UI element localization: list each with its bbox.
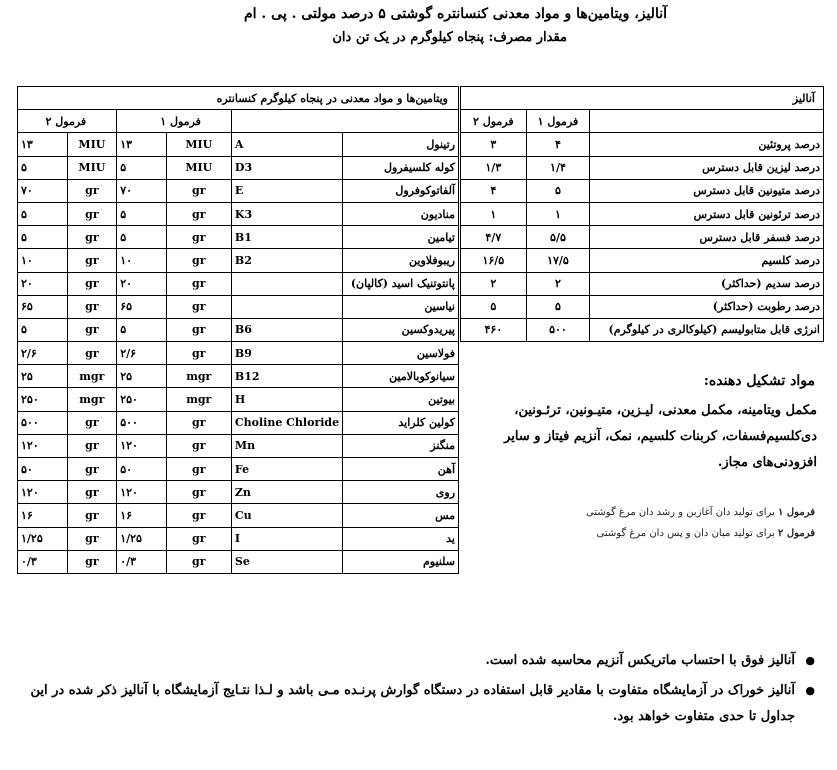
formula2-value: ۵: [18, 156, 68, 179]
formula1-value: ۵: [117, 226, 166, 249]
vitamin-name: روی: [343, 481, 459, 504]
formula2-unit: gr: [67, 295, 117, 318]
vitamin-symbol: Zn: [231, 481, 342, 504]
formula1-unit: gr: [166, 527, 231, 550]
formula2-unit: gr: [67, 411, 117, 434]
composition-body: مکمل ویتامینه، مکمل معدنی، لیـزین، متیـونین، ترئـونین، دی‌کلسیم‌فسفات، کربنات کلسیم، نمک، آنزیم فیتاز و سایر افزودنی‌های مجاز.: [504, 403, 817, 470]
formula2-unit: gr: [67, 318, 117, 341]
vitamin-symbol: Mn: [231, 434, 342, 457]
formula1-value: ۱/۲۵: [117, 527, 166, 550]
table-row: [18, 458, 459, 481]
notes-list: [19, 648, 819, 734]
formula1-value: ۵: [526, 179, 590, 202]
table-row: [18, 365, 459, 388]
formula1-value: ۱۳: [117, 133, 166, 156]
formula1-value: ۲۵۰: [117, 388, 166, 411]
vitamin-name: ریبوفلاوین: [343, 249, 459, 272]
formula-note-1-label: فرمول ۱: [778, 507, 815, 518]
analysis-name: درصد سدیم (حداکثر): [590, 272, 824, 295]
formula1-value: ۰/۳: [117, 550, 166, 573]
vitamin-name: پیریدوکسین: [343, 318, 459, 341]
formula1-value: ۵: [526, 295, 590, 318]
table-row: [461, 272, 824, 295]
vitamin-name: منادیون: [343, 202, 459, 225]
formula1-value: ۱: [526, 202, 590, 225]
formula-note-1: [586, 507, 815, 518]
vitamin-name: تیامین: [343, 226, 459, 249]
formula1-value: ۱۲۰: [117, 434, 166, 457]
vitamin-name: مس: [343, 504, 459, 527]
formula1-value: ۲۵: [117, 365, 166, 388]
formula1-unit: gr: [166, 249, 231, 272]
formula1-unit: gr: [166, 550, 231, 573]
vitamin-symbol: B1: [231, 226, 342, 249]
formula2-value: ۵: [18, 226, 68, 249]
table-row: [461, 318, 824, 341]
table-row: [461, 156, 824, 179]
vitamin-name: رتینول: [343, 133, 459, 156]
analysis-name: درصد رطوبت (حداکثر): [590, 295, 824, 318]
formula1-unit: MIU: [166, 156, 231, 179]
vitamin-symbol: [231, 272, 342, 295]
table-row: [18, 226, 459, 249]
formula2-value: ۱۲۰: [18, 434, 68, 457]
table-row: [18, 481, 459, 504]
table-row: [18, 179, 459, 202]
vitamin-name: فولاسین: [343, 342, 459, 365]
vitamin-name: آهن: [343, 458, 459, 481]
formula2-unit: MIU: [67, 156, 117, 179]
analysis-name: درصد لیزین قابل دسترس: [590, 156, 824, 179]
table-row: [18, 156, 459, 179]
formula2-unit: gr: [67, 342, 117, 365]
formula2-value: ۲/۶: [18, 342, 68, 365]
vitamin-name: سیانوکوبالامین: [343, 365, 459, 388]
formula1-unit: gr: [166, 434, 231, 457]
formula1-unit: gr: [166, 226, 231, 249]
formula2-value: ۵: [18, 318, 68, 341]
formula-note-2-text: برای تولید میان دان و پس دان مرغ گوشتی: [596, 528, 779, 539]
vitamin-symbol: E: [231, 179, 342, 202]
formula1-value: ۱۶: [117, 504, 166, 527]
table-row: [18, 342, 459, 365]
table-row: [18, 249, 459, 272]
analysis-table-formula-row: [461, 110, 824, 133]
formula1-unit: gr: [166, 295, 231, 318]
formula2-value: ۵۰: [18, 458, 68, 481]
formula2-unit: gr: [67, 550, 117, 573]
formula2-value: ۶۵: [18, 295, 68, 318]
formula1-unit: gr: [166, 179, 231, 202]
formula2-unit: gr: [67, 202, 117, 225]
page-title: آنالیز، ویتامین‌ها و مواد معدنی کنسانتره گوشتی ۵ درصد مولتی . پی . ام: [244, 6, 667, 22]
usage-subtitle: مقدار مصرف: پنجاه کیلوگرم در یک تن دان: [332, 30, 567, 45]
formula1-value: ۵: [117, 318, 166, 341]
formula1-value: ۲/۶: [117, 342, 166, 365]
formula2-value: ۱۳: [18, 133, 68, 156]
formula2-unit: gr: [67, 179, 117, 202]
bullet-icon: ●: [805, 684, 815, 697]
note-item: [19, 678, 819, 730]
analysis-formula2-header: فرمول ۲: [461, 110, 527, 133]
formula2-value: ۱۶: [18, 504, 68, 527]
formula1-value: ۱۷/۵: [526, 249, 590, 272]
formula2-unit: gr: [67, 481, 117, 504]
formula1-unit: gr: [166, 481, 231, 504]
formula1-value: ۲۰: [117, 272, 166, 295]
formula2-unit: mgr: [67, 388, 117, 411]
table-row: [461, 226, 824, 249]
table-row: [461, 249, 824, 272]
formula2-value: ۱۰: [18, 249, 68, 272]
table-row: [18, 272, 459, 295]
analysis-name: درصد ترئونین قابل دسترس: [590, 202, 824, 225]
vitamins-table-title-row: [18, 87, 459, 110]
vitamin-symbol: H: [231, 388, 342, 411]
vitamins-table: [17, 86, 459, 574]
analysis-formula1-header: فرمول ۱: [526, 110, 590, 133]
formula2-unit: gr: [67, 434, 117, 457]
formula2-value: ۲۵: [18, 365, 68, 388]
vitamin-symbol: B6: [231, 318, 342, 341]
vitamin-symbol: Cu: [231, 504, 342, 527]
table-row: [18, 411, 459, 434]
formula-note-2: [596, 528, 815, 539]
formula1-value: ۲: [526, 272, 590, 295]
vitamin-symbol: B2: [231, 249, 342, 272]
table-row: [461, 295, 824, 318]
formula2-unit: gr: [67, 504, 117, 527]
formula1-unit: mgr: [166, 388, 231, 411]
note-item: [19, 648, 819, 674]
formula2-unit: gr: [67, 249, 117, 272]
vitamin-symbol: Fe: [231, 458, 342, 481]
formula-note-2-label: فرمول ۲: [778, 528, 815, 539]
analysis-name: درصد متیونین قابل دسترس: [590, 179, 824, 202]
table-row: [461, 133, 824, 156]
vitamin-name: آلفاتوکوفرول: [343, 179, 459, 202]
vitamins-table-title: ویتامین‌ها و مواد معدنی در پنجاه کیلوگرم کنسانتره: [18, 87, 459, 110]
formula1-value: ۱۲۰: [117, 481, 166, 504]
formula1-unit: gr: [166, 458, 231, 481]
formula1-value: ۵۰: [117, 458, 166, 481]
vitamin-name: کوله کلسیفرول: [343, 156, 459, 179]
table-row: [461, 202, 824, 225]
formula1-unit: gr: [166, 202, 231, 225]
vitamin-symbol: [231, 295, 342, 318]
table-row: [18, 318, 459, 341]
formula1-unit: gr: [166, 318, 231, 341]
formula2-value: ۴۶۰: [461, 318, 527, 341]
vitamin-symbol: B12: [231, 365, 342, 388]
analysis-table-title: آنالیز: [461, 87, 824, 110]
analysis-name: درصد کلسیم: [590, 249, 824, 272]
table-row: [18, 504, 459, 527]
formula1-unit: gr: [166, 272, 231, 295]
vitamins-blank-header: [231, 110, 458, 133]
formula2-value: ۵: [18, 202, 68, 225]
formula2-value: ۷۰: [18, 179, 68, 202]
vitamins-formula1-header: فرمول ۱: [117, 110, 232, 133]
formula2-value: ۴: [461, 179, 527, 202]
formula2-value: ۲۰: [18, 272, 68, 295]
formula2-unit: mgr: [67, 365, 117, 388]
formula2-value: ۳: [461, 133, 527, 156]
formula2-value: ۰/۳: [18, 550, 68, 573]
analysis-name: درصد پروتئین: [590, 133, 824, 156]
formula1-value: ۵۰۰: [117, 411, 166, 434]
formula1-value: ۵: [117, 202, 166, 225]
analysis-name: انرژی قابل متابولیسم (کیلوکالری در کیلوگرم): [590, 318, 824, 341]
vitamin-symbol: K3: [231, 202, 342, 225]
vitamin-name: نیاسین: [343, 295, 459, 318]
vitamin-name: سلنیوم: [343, 550, 459, 573]
formula1-value: ۵: [117, 156, 166, 179]
formula1-value: ۵۰۰: [526, 318, 590, 341]
formula2-value: ۴/۷: [461, 226, 527, 249]
formula2-value: ۲: [461, 272, 527, 295]
formula2-unit: gr: [67, 527, 117, 550]
vitamin-name: ید: [343, 527, 459, 550]
formula1-unit: mgr: [166, 365, 231, 388]
analysis-table: [460, 86, 824, 342]
composition-title: مواد تشکیل دهنده:: [703, 373, 815, 389]
formula2-unit: gr: [67, 458, 117, 481]
formula2-unit: MIU: [67, 133, 117, 156]
formula2-unit: gr: [67, 226, 117, 249]
bullet-icon: ●: [805, 654, 815, 667]
formula2-value: ۲۵۰: [18, 388, 68, 411]
formula2-value: ۱/۲۵: [18, 527, 68, 550]
analysis-name: درصد فسفر قابل دسترس: [590, 226, 824, 249]
formula1-value: ۱/۴: [526, 156, 590, 179]
formula2-unit: gr: [67, 272, 117, 295]
table-row: [18, 202, 459, 225]
table-row: [18, 434, 459, 457]
formula1-unit: gr: [166, 342, 231, 365]
formula2-value: ۵۰۰: [18, 411, 68, 434]
vitamin-symbol: A: [231, 133, 342, 156]
formula1-value: ۷۰: [117, 179, 166, 202]
table-row: [18, 527, 459, 550]
formula2-value: ۵: [461, 295, 527, 318]
analysis-blank-header: [590, 110, 824, 133]
formula1-value: ۴: [526, 133, 590, 156]
table-row: [18, 133, 459, 156]
formula1-value: ۶۵: [117, 295, 166, 318]
formula2-value: ۱: [461, 202, 527, 225]
vitamin-symbol: I: [231, 527, 342, 550]
table-row: [18, 388, 459, 411]
note-text: آنالیز خوراک در آزمایشگاه متفاوت با مقادیر قابل استفاده در دستگاه گوارش پرنـده مـی باشد و لـذا نتـایج آزمایشگاه با آنالیز ذکر شده در این جداول تا حدی متفاوت خواهد بود.: [30, 683, 795, 724]
vitamin-symbol: Se: [231, 550, 342, 573]
table-row: [18, 550, 459, 573]
formula1-value: ۵/۵: [526, 226, 590, 249]
formula1-unit: gr: [166, 504, 231, 527]
vitamin-symbol: D3: [231, 156, 342, 179]
formula2-value: ۱۲۰: [18, 481, 68, 504]
formula-note-1-text: برای تولید دان آغازین و رشد دان مرغ گوشتی: [586, 507, 779, 518]
analysis-table-title-row: [461, 87, 824, 110]
vitamins-table-formula-row: [18, 110, 459, 133]
vitamins-formula2-header: فرمول ۲: [18, 110, 117, 133]
vitamin-name: منگنز: [343, 434, 459, 457]
table-row: [18, 295, 459, 318]
vitamin-symbol: B9: [231, 342, 342, 365]
formula2-value: ۱۶/۵: [461, 249, 527, 272]
formula1-value: ۱۰: [117, 249, 166, 272]
formula1-unit: gr: [166, 411, 231, 434]
formula2-value: ۱/۳: [461, 156, 527, 179]
vitamin-symbol: Choline Chloride: [231, 411, 342, 434]
vitamin-name: کولین کلراید: [343, 411, 459, 434]
formula1-unit: MIU: [166, 133, 231, 156]
note-text: آنالیز فوق با احتساب ماتریکس آنزیم محاسبه شده است.: [485, 653, 795, 668]
vitamin-name: بیوتین: [343, 388, 459, 411]
table-row: [461, 179, 824, 202]
vitamin-name: پانتوتنیک اسید (کالپان): [343, 272, 459, 295]
